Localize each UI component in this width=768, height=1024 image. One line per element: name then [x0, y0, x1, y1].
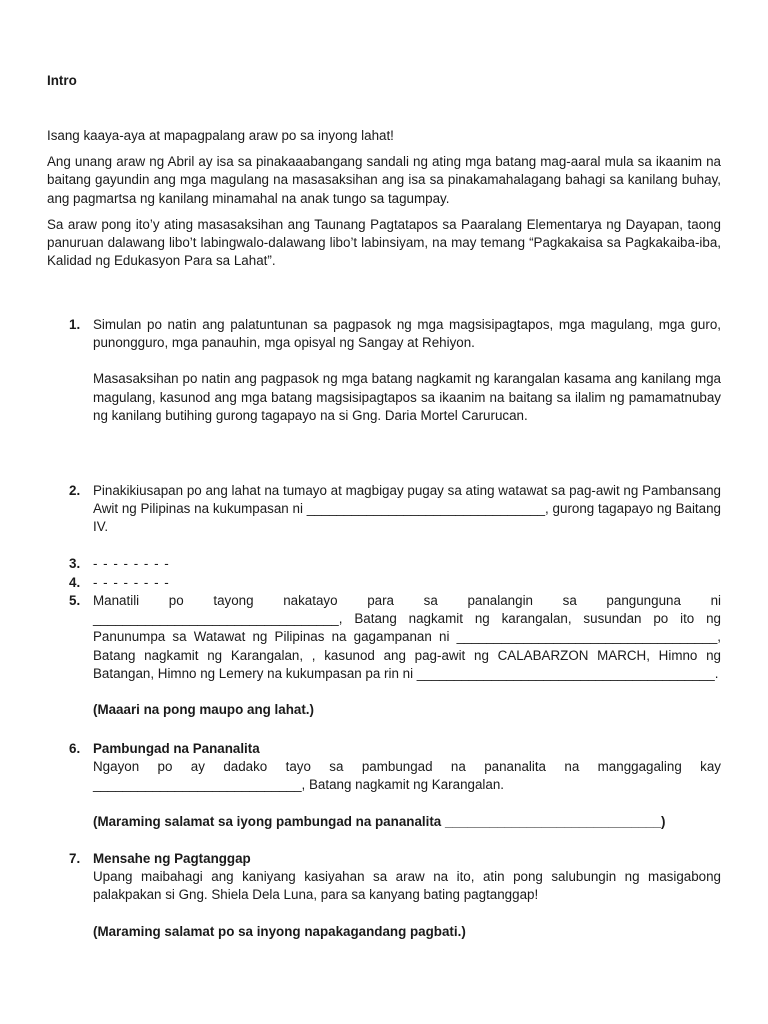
item-6-note-text-a: (Maraming salamat sa iyong pambungad na pananalita: [93, 813, 445, 829]
item-7-paragraph: Upang maibahagi ang kaniyang kasiyahan sa araw na ito, atin pong salubungin ng masigabong palakpakan si Gng. Shiela Dela Luna, para sa kanyang bating pagtanggap!: [93, 869, 721, 903]
item-number: 4.: [69, 575, 81, 590]
item-5-text-d: .: [714, 665, 719, 681]
item-1-paragraph-2: Masasaksihan po natin ang pagpasok ng mga batang nagkamit ng karangalan kasama ang kanilang mga magulang, kasunod ang mga batang magsisipagtapos sa ikaanim na baitang sa ilalim ng pamamatnubay ng kanilang butihing gurong tagapayo na si Gng. Daria Mortel Carurucan.: [93, 371, 721, 423]
item-5-text-a: Manatili po tayong nakatayo para sa panalangin sa pangunguna ni: [93, 593, 721, 608]
item-number: 6.: [69, 741, 81, 756]
item-5-note: (Maaari na pong maupo ang lahat.): [93, 702, 314, 718]
opening-speaker-blank: ____________________________: [93, 777, 302, 793]
item-6-note-blank: _____________________________: [444, 813, 661, 829]
conductor-blank: ________________________________: [306, 501, 546, 517]
prayer-leader-blank: _________________________________: [93, 611, 339, 627]
item-6-paragraph: [93, 758, 721, 794]
item-5-paragraph: [93, 592, 721, 683]
intro-section: [47, 127, 721, 278]
march-conductor-blank: ________________________________________: [416, 665, 715, 681]
item-1-paragraph-1: Simulan po natin ang palatuntunan sa pagpasok ng mga magsisipagtapos, mga magulang, mga guro, punongguro, mga panauhin, mga opisyal ng Sangay at Rehiyon.: [93, 317, 721, 351]
item-number: 7.: [69, 851, 81, 866]
item-number: 3.: [69, 556, 81, 571]
item-5-text-b: , Batang nagkamit ng karangalan, susundan po ito ng Panunumpa sa Watawat ng Pilipinas na gagampanan ni: [93, 611, 721, 645]
item-6-note: [93, 813, 721, 831]
item-6-title: Pambungad na Pananalita: [93, 741, 260, 756]
item-2-text-a: Pinakikiusapan po ang lahat na tumayo at magbigay pugay sa ating watawat sa pag-awit ng Pambansang Awit ng Pilipinas na kukumpasan ni: [93, 483, 721, 517]
item-5-text-c: , Batang nagkamit ng Karangalan, , kasunod ang pag-awit ng CALABARZON MARCH, Himno ng Batangan, Himno ng Lemery na kukumpasan pa rin ni: [93, 629, 721, 681]
item-number: 2.: [69, 483, 81, 498]
item-7-title: Mensahe ng Pagtanggap: [93, 851, 251, 866]
item-3-placeholder: - - - - - - - -: [93, 556, 170, 571]
item-6-text-b: , Batang nagkamit ng Karangalan.: [301, 777, 505, 793]
pledge-leader-blank: ___________________________________: [456, 629, 718, 645]
item-4-placeholder: - - - - - - - -: [93, 575, 170, 590]
intro-paragraph-2: Sa araw pong ito’y ating masasaksihan ang Taunang Pagtatapos sa Paaralang Elementarya ng Dayapan, taong panuruan dalawang libo’t labingwalo-dalawang libo’t labinsiyam, na may temang “Pagkakaisa sa Pagkakaiba-iba, Kalidad ng Edukasyon Para sa Lahat”.: [47, 216, 721, 269]
item-6-note-text-b: ): [660, 813, 666, 829]
greeting: Isang kaaya-aya at mapagpalang araw po sa inyong lahat!: [47, 128, 394, 143]
item-7-note: (Maraming salamat po sa inyong napakagandang pagbati.): [93, 923, 466, 939]
item-2-text-b: , gurong tagapayo ng Baitang IV.: [93, 501, 721, 535]
item-6-text-a: Ngayon po ay dadako tayo sa pambungad na pananalita na manggagaling kay: [93, 759, 721, 775]
intro-paragraph-1: Ang unang araw ng Abril ay isa sa pinakaaabangang sandali ng ating mga batang mag-aaral mula sa ikaanim na baitang gayundin ang mga magulang na masasaksihan ang isa sa pinakamahalagang bahagi sa kanilang buhay, ang pagmartsa ng kanilang minamahal na anak tungo sa tagumpay.: [47, 154, 721, 206]
item-number: 5.: [69, 593, 81, 608]
intro-heading: Intro: [47, 73, 77, 88]
item-2-paragraph: [93, 482, 721, 537]
item-number: 1.: [69, 317, 81, 332]
